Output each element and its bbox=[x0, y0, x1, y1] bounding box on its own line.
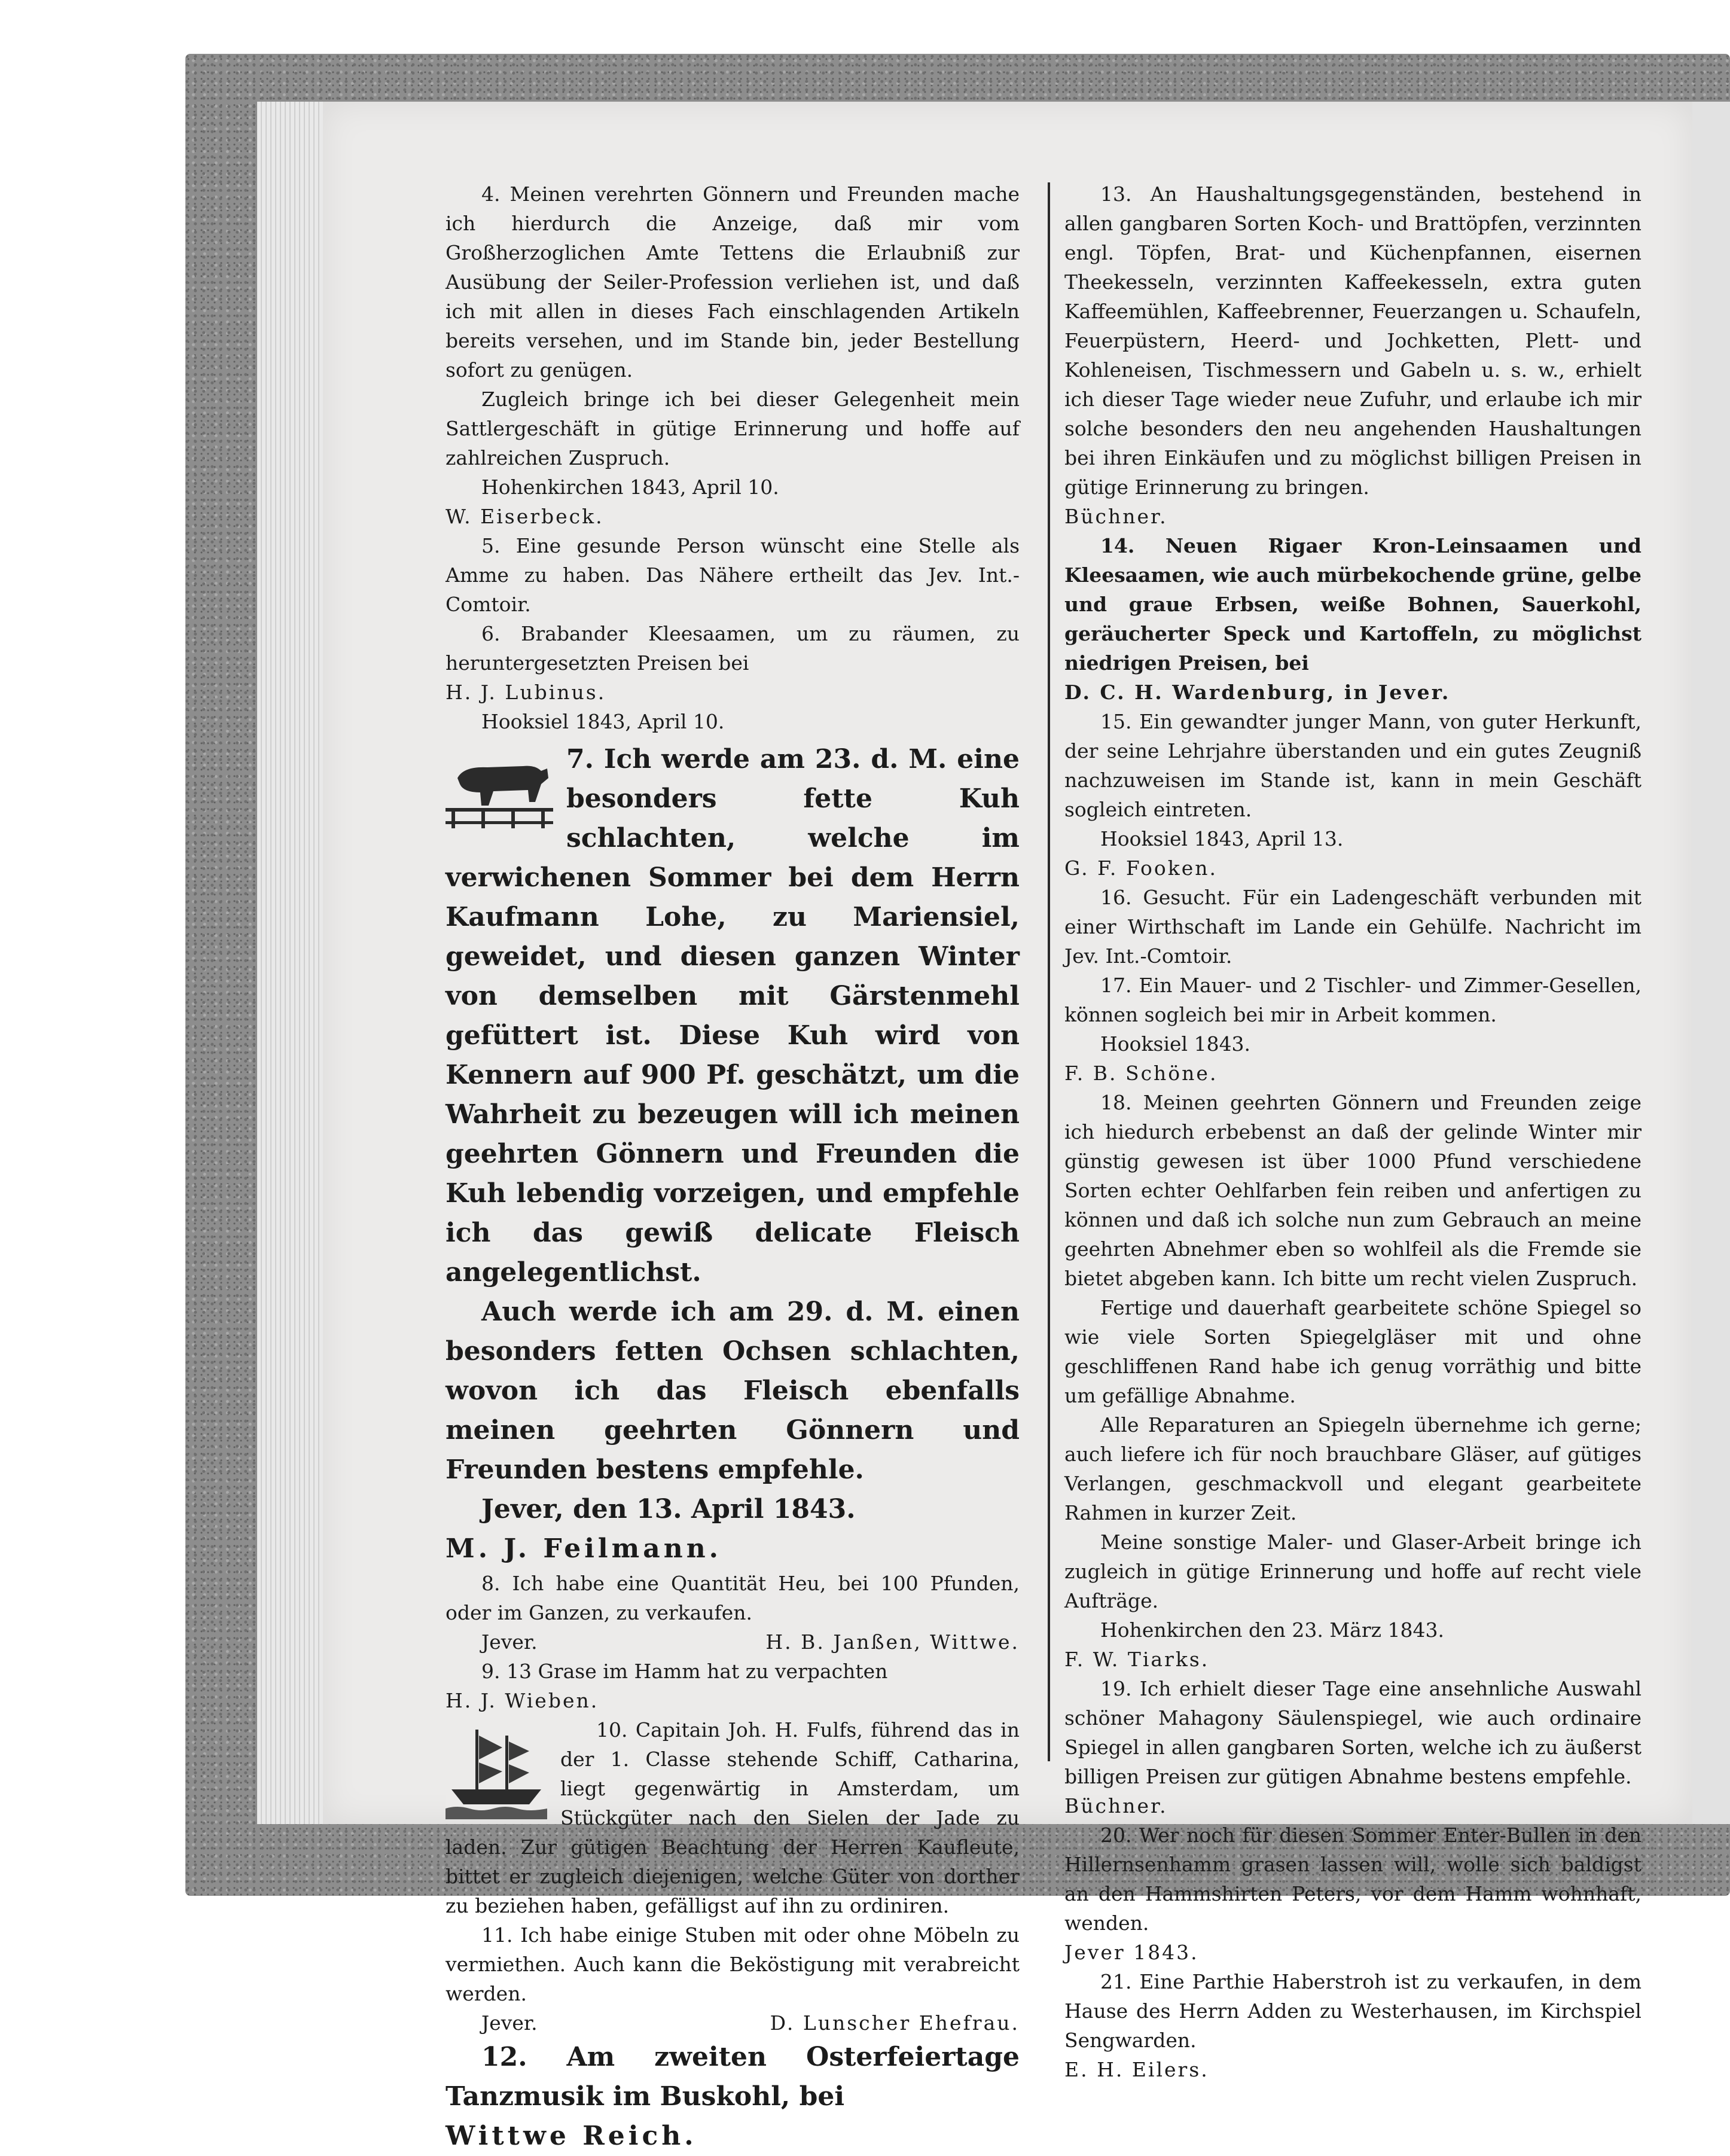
notice-text: 19. Ich erhielt dieser Tage eine ansehnliche Auswahl schöner Mahagony Säulenspiegel, wie auch ordinaire Spiegel in allen gangbaren Sorten, welche ich zu äußerst billigen Preisen zur gütigen Abnahme bestens empfehle. bbox=[1064, 1677, 1641, 1788]
notice-text: 10. Capitain Joh. H. Fulfs, führend das in der 1. Classe stehende Schiff, Catharina, liegt gegenwärtig in Amsterdam, um Stückgüter nach den Sielen der Jade zu laden. Zur gütigen Beachtung der Herren Kaufleute, bittet er zugleich diejenigen, welche Güter von dorther zu beziehen haben, gefälligst auf ihn zu ordiniren. bbox=[446, 1718, 1020, 1917]
notice-8 bbox=[446, 1569, 1020, 1657]
notice-text: 7. Ich werde am 23. d. M. eine besonders fette Kuh schlachten, welche im verwichenen Sommer bei dem Herrn Kaufmann Lohe, zu Mariensiel, geweidet, und diesen ganzen Winter von demselben mit Gärstenmehl gefüttert ist. Diese Kuh wird von Kennern auf 900 Pf. geschätzt, um die Wahrheit zu bezeugen will ich meinen geehrten Gönnern und Freunden die Kuh lebendig vorzeigen, und empfehle ich das gewiß delicate Fleisch angelegentlichst. bbox=[446, 744, 1020, 1288]
notice-text: 4. Meinen verehrten Gönnern und Freunden mache ich hierdurch die Anzeige, daß mir vom Großherzoglichen Amte Tettens die Erlaubniß zur Ausübung der Seiler-Profession verliehen ist, und daß ich mit allen in dieses Fach einschlagenden Artikeln bereits versehen, und im Stande bin, jeder Bestellung sofort zu genügen. bbox=[446, 182, 1020, 382]
notice-12 bbox=[446, 2038, 1020, 2156]
right-column bbox=[1064, 179, 1641, 2084]
left-column bbox=[446, 179, 1020, 2156]
notice-text: 11. Ich habe einige Stuben mit oder ohne Möbeln zu vermiethen. Auch kann die Beköstigung mit verabreicht werden. bbox=[446, 1923, 1020, 2005]
notice-17 bbox=[1064, 971, 1641, 1088]
notice-15 bbox=[1064, 707, 1641, 883]
notice-text: 21. Eine Parthie Haberstroh ist zu verkaufen, in dem Hause des Herrn Adden zu Westerhausen, im Kirchspiel Sengwarden. bbox=[1064, 1970, 1641, 2052]
notice-signature: Büchner. bbox=[1064, 1794, 1168, 1817]
notice-signature: Büchner. bbox=[1064, 505, 1168, 528]
notice-14 bbox=[1064, 531, 1641, 707]
notice-text: 6. Brabander Kleesaamen, um zu räumen, zu heruntergesetzten Preisen bei bbox=[446, 622, 1020, 675]
notice-text-continued: Alle Reparaturen an Spiegeln übernehme ich gerne; auch liefere ich für noch brauchbare Gläser, auf gütiges Verlangen, geschmackvoll und elegant gearbeitete Rahmen in kurzer Zeit. bbox=[1064, 1413, 1641, 1524]
notice-text-continued: Meine sonstige Maler- und Glaser-Arbeit bringe ich zugleich in gütige Erinnerung und hoffe auf recht viele Aufträge. bbox=[1064, 1530, 1641, 1612]
notice-text: 17. Ein Mauer- und 2 Tischler- und Zimmer-Gesellen, können sogleich bei mir in Arbeit kommen. bbox=[1064, 974, 1641, 1026]
notice-16 bbox=[1064, 883, 1641, 971]
notice-place-date: Hooksiel 1843, April 13. bbox=[1100, 827, 1344, 850]
notice-signature: F. B. Schöne. bbox=[1064, 1062, 1218, 1085]
notice-text: 9. 13 Grase im Hamm hat zu verpachten bbox=[481, 1660, 888, 1683]
notice-text: 16. Gesucht. Für ein Ladengeschäft verbunden mit einer Wirthschaft im Lande ein Gehülfe. Nachricht im Jev. Int.-Comtoir. bbox=[1064, 886, 1641, 968]
notice-text: 12. Am zweiten Osterfeiertage Tanzmusik im Buskohl, bei bbox=[446, 2042, 1020, 2112]
notice-signature: E. H. Eilers. bbox=[1064, 2058, 1209, 2081]
ship-illustration bbox=[446, 1718, 547, 1819]
notice-7 bbox=[446, 740, 1020, 1569]
notice-signature: F. W. Tiarks. bbox=[1064, 1648, 1210, 1671]
notice-18 bbox=[1064, 1088, 1641, 1674]
notice-6 bbox=[446, 619, 1020, 736]
notice-text: 20. Wer noch für diesen Sommer Enter-Bullen in den Hillernsenhamm grasen lassen will, wolle sich baldigst an den Hammshirten Peters, vor dem Hamm wohnhaft, wenden. bbox=[1064, 1823, 1641, 1935]
notice-13 bbox=[1064, 179, 1641, 531]
notice-signature: H. J. Lubinus. bbox=[446, 681, 606, 704]
notice-9 bbox=[446, 1657, 1020, 1715]
notice-text: 14. Neuen Rigaer Kron-Leinsaamen und Kleesaamen, wie auch mürbekochende grüne, gelbe und graue Erbsen, weiße Bohnen, Sauerkohl, geräucherter Speck und Kartoffeln, zu möglichst niedrigen Preisen, bei bbox=[1064, 534, 1641, 675]
notice-10 bbox=[446, 1715, 1020, 1920]
notice-20 bbox=[1064, 1820, 1641, 1967]
notice-place-date: Jever 1843. bbox=[1064, 1941, 1199, 1964]
notice-11 bbox=[446, 1920, 1020, 2038]
notice-place-date: Hooksiel 1843. bbox=[1100, 1032, 1251, 1056]
notice-place-date: Hohenkirchen 1843, April 10. bbox=[481, 475, 779, 499]
notice-signature: H. B. Janßen, Wittwe. bbox=[765, 1630, 1020, 1654]
facing-page-edge bbox=[1692, 102, 1730, 1824]
notice-signature: Wittwe Reich. bbox=[446, 2121, 697, 2151]
column-divider bbox=[1048, 182, 1050, 1761]
cow-illustration bbox=[446, 742, 553, 832]
notice-text-continued: Zugleich bringe ich bei dieser Gelegenheit mein Sattlergeschäft in gütige Erinnerung und hoffe auf zahlreichen Zuspruch. bbox=[446, 388, 1020, 469]
notice-21 bbox=[1064, 1967, 1641, 2084]
notice-text: 5. Eine gesunde Person wünscht eine Stelle als Amme zu haben. Das Nähere ertheilt das Jev. Int.-Comtoir. bbox=[446, 534, 1020, 616]
page-edges bbox=[257, 102, 329, 1824]
notice-footer bbox=[446, 2008, 1020, 2038]
notice-text: 13. An Haushaltungsgegenständen, bestehend in allen gangbaren Sorten Koch- und Brattöpfen, verzinnten engl. Töpfen, Brat- und Küchenpfannen, eisernen Theekesseln, verzinnten Kaffeekesseln, extra guten Kaffeemühlen, Kaffeebrenner, Feuerzangen u. Schaufeln, Feuerpüstern, Heerd- und Jochketten, Plett- und Kohleneisen, Tischmessern und Gabeln u. s. w., erhielt ich dieser Tage wieder neue Zufuhr, und erlaube ich mir solche besonders den neu angehenden Haushaltungen bei ihren Einkäufen und zu möglichst billigen Preisen in gütige Erinnerung zu bringen. bbox=[1064, 182, 1641, 499]
notice-footer bbox=[446, 1627, 1020, 1657]
notice-19 bbox=[1064, 1674, 1641, 1820]
notice-text: 8. Ich habe eine Quantität Heu, bei 100 Pfunden, oder im Ganzen, zu verkaufen. bbox=[446, 1572, 1020, 1624]
notice-text: 15. Ein gewandter junger Mann, von guter Herkunft, der seine Lehrjahre überstanden und ein gutes Zeugniß nachzuweisen im Stande ist, kann in mein Geschäft sogleich eintreten. bbox=[1064, 710, 1641, 821]
notice-signature: M. J. Feilmann. bbox=[446, 1533, 722, 1564]
notice-signature: W. Eiserbeck. bbox=[446, 505, 604, 528]
notice-text-continued: Auch werde ich am 29. d. M. einen besonders fetten Ochsen schlachten, wovon ich das Fleisch ebenfalls meinen geehrten Gönnern und Freunden bestens empfehle. bbox=[446, 1297, 1020, 1485]
notice-signature: D. Lunscher Ehefrau. bbox=[770, 2011, 1020, 2035]
notice-text: 18. Meinen geehrten Gönnern und Freunden zeige ich hiedurch erbebenst an daß der gelinde Winter mir günstig gewesen ist über 1000 Pfund verschiedene Sorten echter Oehlfarben fein reiben und anfertigen zu können und daß ich solche nun zum Gebrauch an meine geehrten Abnehmer eben so wohlfeil als die Fremde sie bietet abgeben kann. Ich bitte um recht vielen Zuspruch. bbox=[1064, 1091, 1641, 1290]
notice-signature: G. F. Fooken. bbox=[1064, 856, 1218, 880]
notice-4 bbox=[446, 179, 1020, 531]
notice-signature: H. J. Wieben. bbox=[446, 1689, 599, 1712]
notice-signature: D. C. H. Wardenburg, in Jever. bbox=[1064, 681, 1451, 704]
notice-text-continued: Fertige und dauerhaft gearbeitete schöne Spiegel so wie viele Sorten Spiegelgläser mit und ohne geschliffenen Rand habe ich genug vorräthig und bitte um gefällige Abnahme. bbox=[1064, 1296, 1641, 1407]
notice-place-date: Jever, den 13. April 1843. bbox=[481, 1494, 856, 1524]
notice-5 bbox=[446, 531, 1020, 619]
notice-place-date: Hohenkirchen den 23. März 1843. bbox=[1100, 1618, 1444, 1642]
notice-place: Jever. bbox=[481, 1630, 538, 1654]
notice-place: Jever. bbox=[481, 2011, 538, 2035]
notice-place-date: Hooksiel 1843, April 10. bbox=[481, 710, 725, 733]
